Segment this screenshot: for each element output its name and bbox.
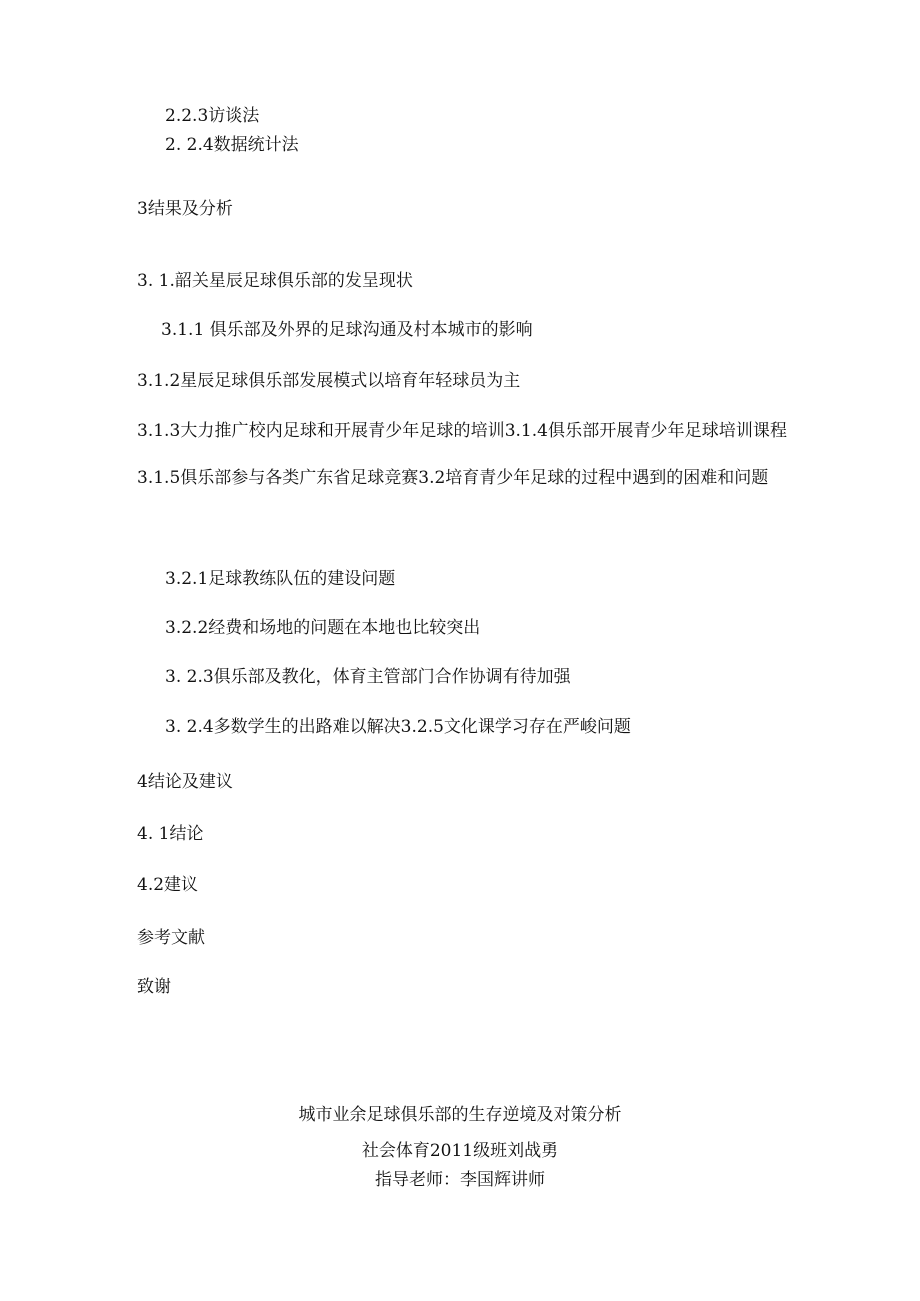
advisor-line: 指导老师：李国辉讲师 xyxy=(375,1170,545,1190)
paper-title: 城市业余足球俱乐部的生存逆境及对策分析 xyxy=(298,1105,622,1125)
toc-entry-2-2-4: 2. 2.4数据统计法 xyxy=(165,135,299,155)
toc-entry-3-1-1: 3.1.1 俱乐部及外界的足球沟通及村本城市的影响 xyxy=(161,320,533,340)
toc-entry-3-2-3: 3. 2.3俱乐部及教化，体育主管部门合作协调有待加强 xyxy=(165,667,571,687)
toc-entry-3-2-2: 3.2.2经费和场地的问题在本地也比较突出 xyxy=(165,618,481,638)
toc-entry-4: 4结论及建议 xyxy=(137,772,233,792)
toc-entry-references: 参考文献 xyxy=(137,928,205,948)
toc-entry-3: 3结果及分析 xyxy=(137,199,233,219)
toc-entry-3-2-1: 3.2.1足球教练队伍的建设问题 xyxy=(165,569,396,589)
toc-entry-3-1-3-block: 3.1.3大力推广校内足球和开展青少年足球的培训3.1.4俱乐部开展青少年足球培训课程3.1.5俱乐部参与各类广东省足球竞赛3.2培育青少年足球的过程中遇到的困难和问题 xyxy=(137,421,787,488)
toc-entry-4-2: 4.2建议 xyxy=(137,875,199,895)
author-line: 社会体育2011级班刘战勇 xyxy=(361,1141,559,1161)
toc-entry-acknowledgements: 致谢 xyxy=(137,977,171,997)
toc-entry-4-1: 4. 1结论 xyxy=(137,824,204,844)
toc-entry-3-2-4: 3. 2.4多数学生的出路难以解决3.2.5文化课学习存在严峻问题 xyxy=(165,717,631,737)
toc-entry-3-1: 3. 1.韶关星辰足球俱乐部的发呈现状 xyxy=(137,271,413,291)
toc-entry-2-2-3: 2.2.3访谈法 xyxy=(165,106,260,126)
toc-entry-3-1-2: 3.1.2星辰足球俱乐部发展模式以培育年轻球员为主 xyxy=(137,371,521,391)
